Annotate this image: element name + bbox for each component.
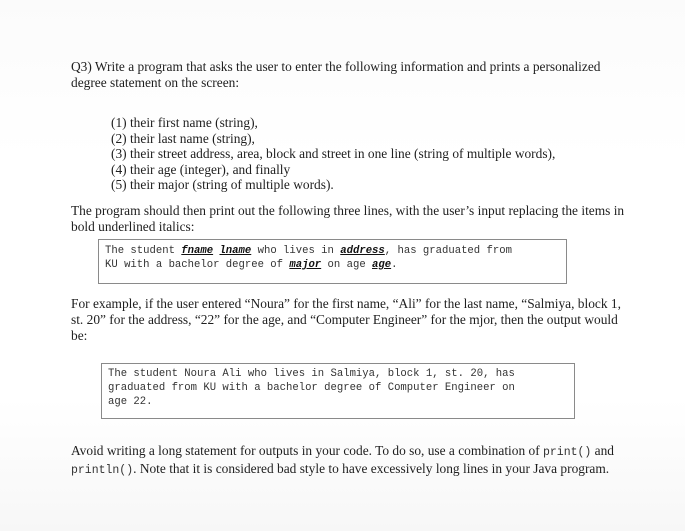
lname-placeholder: lname [219, 245, 252, 257]
list-item: (2) their last name (string), [111, 130, 255, 146]
program-description: The program should then print out the following three lines, with the user’s input replacing the items in bold underlined italics: [71, 203, 625, 234]
example-output-box [101, 363, 575, 419]
print-code: print() [543, 446, 592, 459]
style-note-text: and [591, 443, 614, 458]
template-text: . [391, 259, 398, 271]
template-text: The student [105, 245, 182, 257]
list-item: (3) their street address, area, block and street in one line (string of multiple words), [111, 146, 556, 161]
required-inputs-list [111, 115, 555, 193]
major-placeholder: major [289, 259, 322, 271]
age-placeholder: age [372, 259, 392, 271]
template-text: on age [321, 259, 373, 271]
output-line-2: graduated from KU with a bachelor degree of Computer Engineer on [108, 382, 515, 394]
template-line-1 [105, 244, 560, 258]
fname-placeholder: fname [181, 245, 214, 257]
println-code: println() [71, 464, 134, 477]
question-title: Q3) Write a program that asks the user to enter the following information and prints a personalized degree statement on the screen: [71, 59, 601, 90]
list-item: (4) their age (integer), and finally [111, 161, 291, 177]
template-output-box [98, 239, 567, 284]
template-text: , has graduated from [384, 245, 512, 257]
address-placeholder: address [340, 245, 385, 257]
style-note-text: . Note that it is considered bad style to have excessively long lines in your Java program. [133, 461, 610, 476]
style-note [71, 443, 631, 479]
style-note-text: Avoid writing a long statement for outputs in your code. To do so, use a combination of [71, 443, 543, 458]
list-item: (1) their first name (string), [111, 115, 258, 130]
list-item: (5) their major (string of multiple words). [111, 177, 334, 192]
template-text: who lives in [251, 245, 341, 257]
template-line-2 [105, 258, 560, 272]
output-line-1: The student Noura Ali who lives in Salmiya, block 1, st. 20, has [108, 368, 515, 380]
example-description: For example, if the user entered “Noura” for the first name, “Ali” for the last name, “Salmiya, block 1, st. 20” for the address, “22” for the age, and “Computer Engineer” for the mjor, then the output would be: [71, 296, 621, 343]
output-line-3: age 22. [108, 396, 153, 408]
template-text: KU with a bachelor degree of [105, 259, 290, 271]
